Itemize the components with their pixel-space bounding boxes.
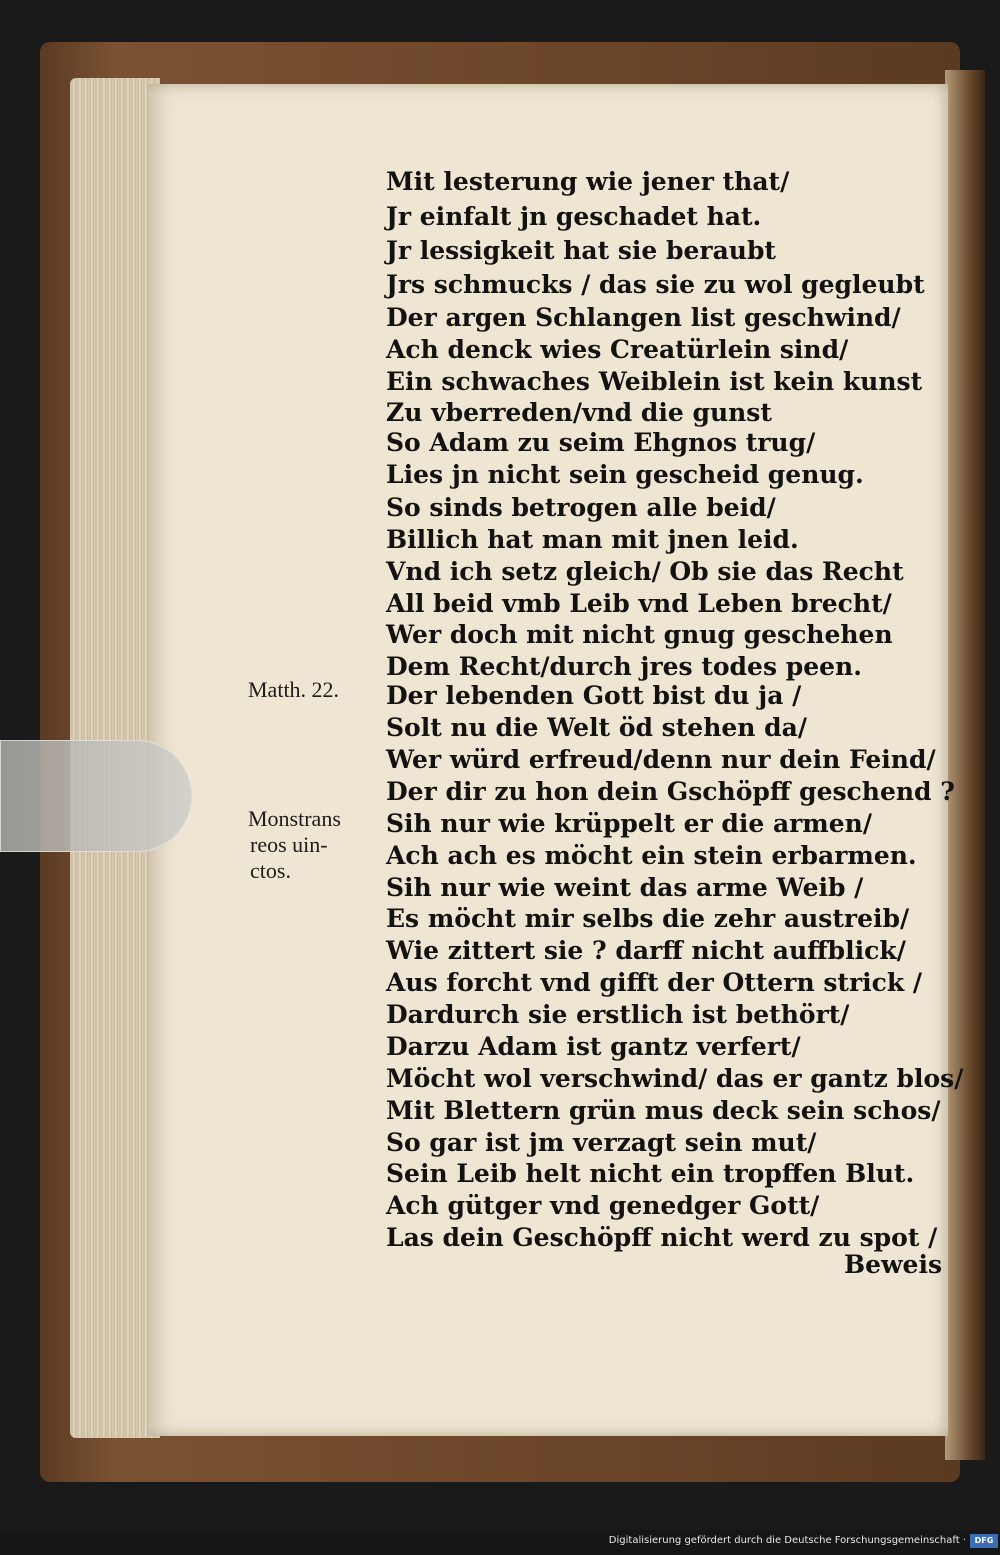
margin-note-monstrans-3: ctos. xyxy=(250,858,291,883)
verse-line: Solt nu die Welt öd stehen da/ xyxy=(386,713,807,742)
verse-line: Mit Blettern grün mus deck sein schos/ xyxy=(386,1096,941,1125)
verse-line: So Adam zu seim Ehgnos trug/ xyxy=(386,428,816,457)
margin-note-matthew: Matth. 22. xyxy=(248,677,340,702)
verse-line: Sein Leib helt nicht ein tropffen Blut. xyxy=(386,1159,915,1188)
verse-line: So gar ist jm verzagt sein mut/ xyxy=(386,1128,817,1157)
verse-line: Möcht wol verschwind/ das er gantz blos/ xyxy=(386,1064,964,1093)
verse-line: Aus forcht vnd gifft der Ottern strick / xyxy=(386,968,922,997)
verse-line: Ein schwaches Weiblein ist kein kunst xyxy=(386,367,923,396)
verse-line: Dem Recht/durch jres todes peen. xyxy=(386,652,862,681)
verse-line: Dardurch sie erstlich ist bethört/ xyxy=(386,1000,850,1029)
verse-line: Darzu Adam ist gantz verfert/ xyxy=(386,1032,801,1061)
verse-line: Wer doch mit nicht gnug geschehen xyxy=(386,620,893,649)
verse-line: Ach ach es möcht ein stein erbarmen. xyxy=(386,841,917,870)
verse-line: Ach denck wies Creatürlein sind/ xyxy=(386,335,849,364)
verse-line: Jrs schmucks / das sie zu wol gegleubt xyxy=(386,270,925,299)
catchword: Beweis xyxy=(844,1250,943,1279)
verse-line: Sih nur wie krüppelt er die armen/ xyxy=(386,809,872,838)
verse-line: Las dein Geschöpff nicht werd zu spot / xyxy=(386,1223,938,1252)
verse-line: Vnd ich setz gleich/ Ob sie das Recht xyxy=(386,557,904,586)
page-clip xyxy=(0,740,192,852)
digitization-credit: Digitalisierung gefördert durch die Deutsche Forschungsgemeinschaft · xyxy=(608,1535,966,1546)
verse-line: Billich hat man mit jnen leid. xyxy=(386,525,799,554)
verse-line: Lies jn nicht sein gescheid genug. xyxy=(386,460,864,489)
margin-note-monstrans-2: reos uin- xyxy=(250,832,328,857)
verse-line: Der dir zu hon dein Gschöpff geschend ? xyxy=(386,777,955,806)
verse-line: Sih nur wie weint das arme Weib / xyxy=(386,873,864,902)
verse-line: Zu vberreden/vnd die gunst xyxy=(386,398,772,427)
book-spine-edge xyxy=(945,70,985,1460)
verse-line: All beid vmb Leib vnd Leben brecht/ xyxy=(386,589,892,618)
verse-line: Mit lesterung wie jener that/ xyxy=(386,167,790,196)
verse-line: Es möcht mir selbs die zehr austreib/ xyxy=(386,904,910,933)
verse-line: Der lebenden Gott bist du ja / xyxy=(386,681,802,710)
dfg-logo: DFG xyxy=(970,1534,998,1548)
verse-line: Wie zittert sie ? darff nicht auffblick/ xyxy=(386,936,906,965)
margin-note-monstrans: Monstrans xyxy=(248,806,341,831)
verse-line: Jr lessigkeit hat sie beraubt xyxy=(386,236,776,265)
verse-line: Wer würd erfreud/denn nur dein Feind/ xyxy=(386,745,936,774)
verse-line: Ach gütger vnd genedger Gott/ xyxy=(386,1191,820,1220)
verse-line: So sinds betrogen alle beid/ xyxy=(386,493,776,522)
verse-line: Der argen Schlangen list geschwind/ xyxy=(386,303,901,332)
verse-line: Jr einfalt jn geschadet hat. xyxy=(386,202,762,231)
